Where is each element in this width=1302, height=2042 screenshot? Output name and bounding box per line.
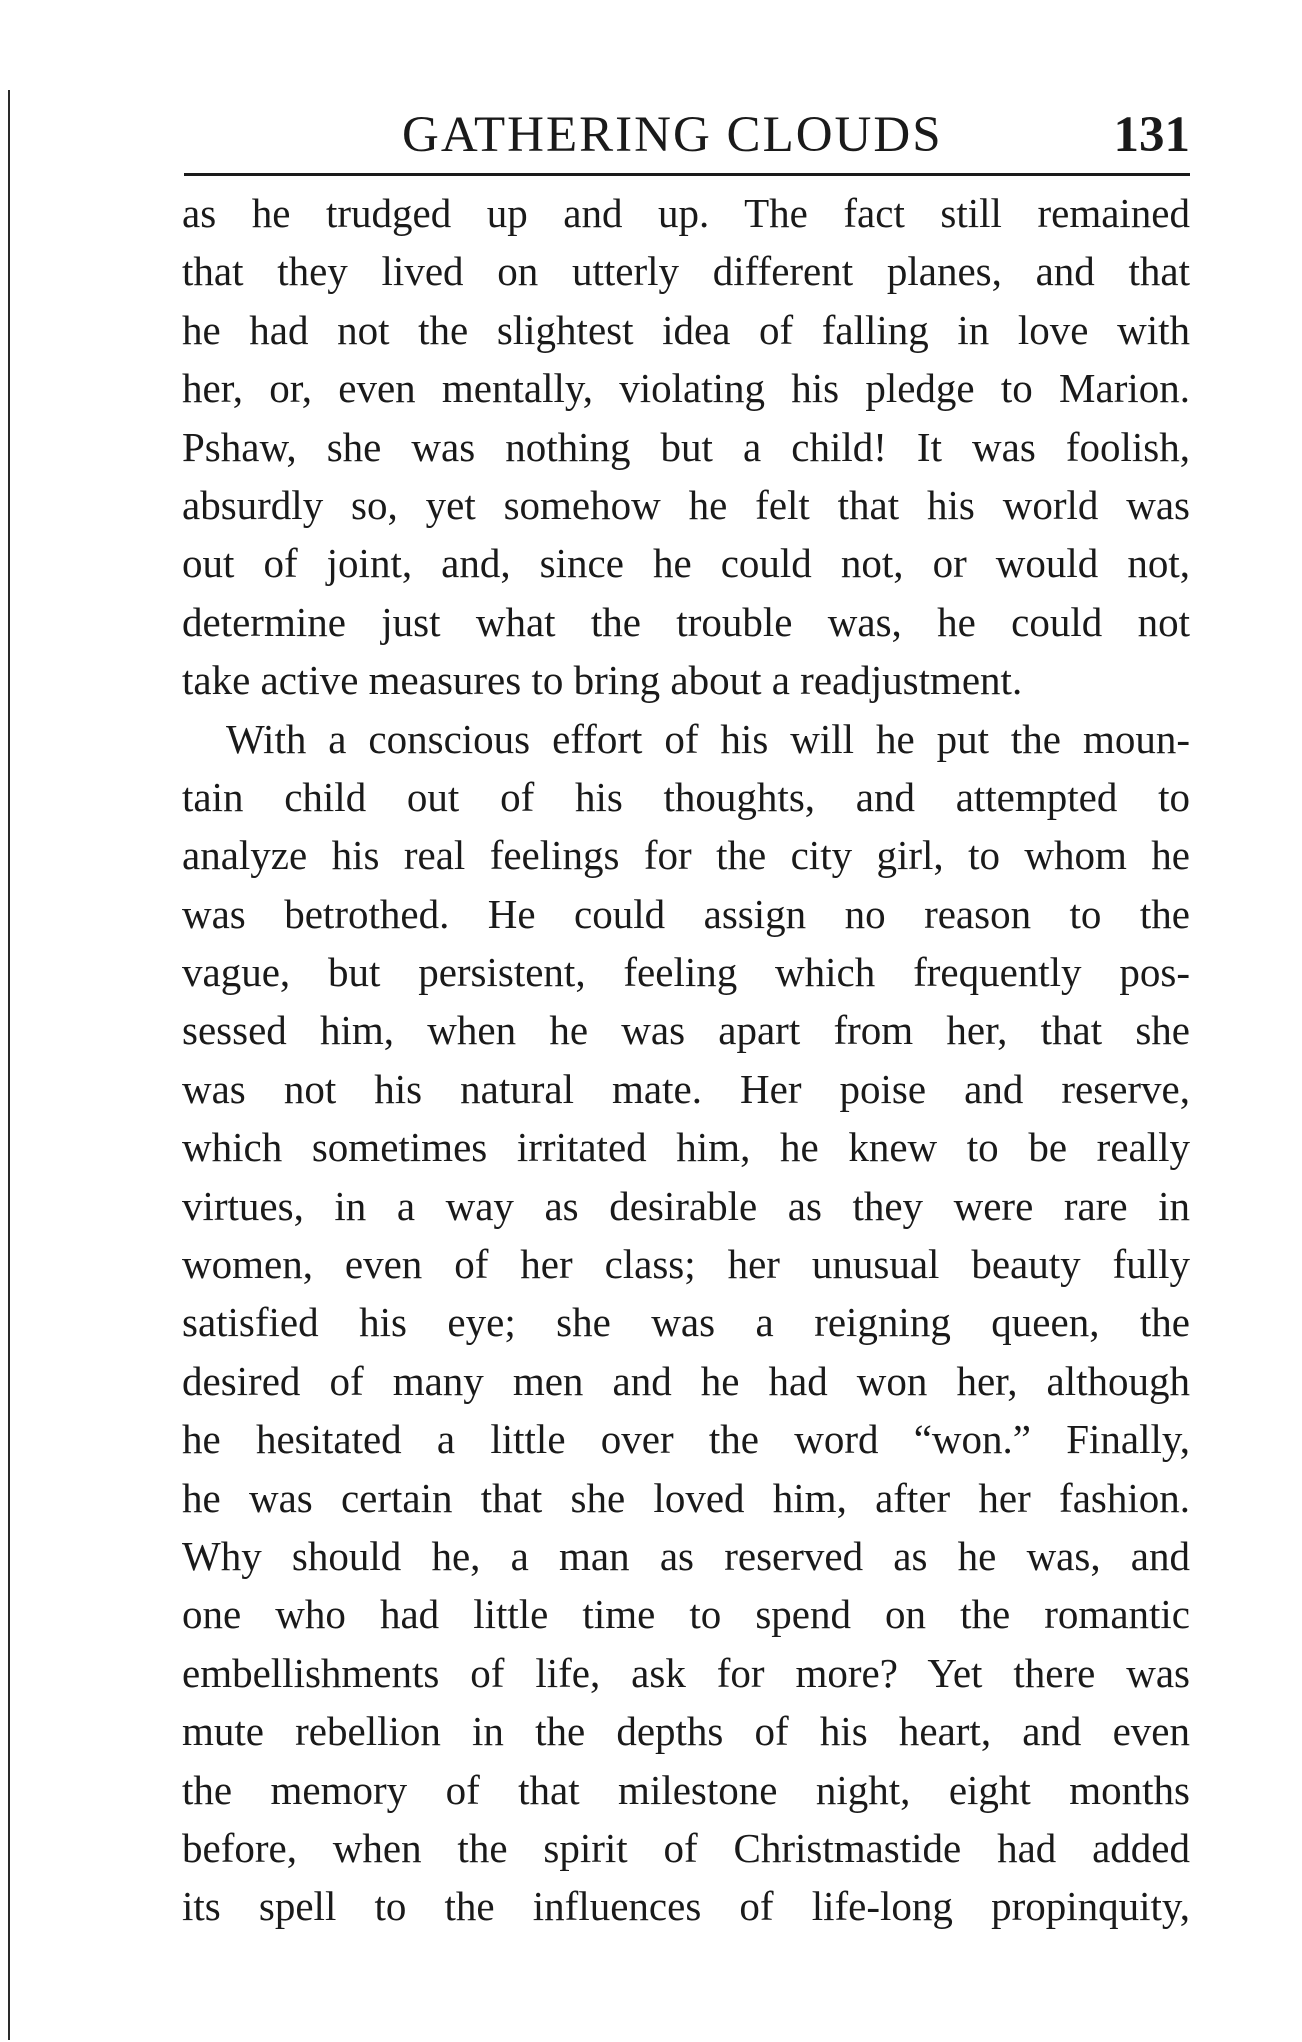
text-line: determine just what the trouble was, he could not (182, 598, 1190, 645)
text-line: was not his natural mate. Her poise and reserve, (182, 1065, 1190, 1112)
text-line: virtues, in a way as desirable as they were rare in (182, 1182, 1190, 1229)
body-text (182, 184, 1190, 1936)
text-line: Why should he, a man as reserved as he was, and (182, 1532, 1190, 1579)
text-line: its spell to the influences of life-long propinquity, (182, 1883, 1190, 1930)
text-line: embellishments of life, ask for more? Yet there was (182, 1649, 1190, 1696)
binding-edge (8, 90, 10, 2040)
text-line: analyze his real feelings for the city girl, to whom he (182, 832, 1190, 879)
page-number: 131 (1113, 107, 1190, 163)
text-line: women, even of her class; her unusual beauty fully (182, 1241, 1190, 1288)
text-line: desired of many men and he had won her, although (182, 1357, 1190, 1404)
text-line: satisfied his eye; she was a reigning queen, the (182, 1299, 1190, 1346)
text-line: vague, but persistent, feeling which frequently pos- (182, 949, 1190, 996)
header-rule (184, 173, 1190, 176)
page-header (182, 100, 1190, 170)
text-line: absurdly so, yet somehow he felt that his world was (182, 481, 1190, 528)
running-head: GATHERING CLOUDS (402, 107, 943, 163)
text-line: her, or, even mentally, violating his pledge to Marion. (182, 365, 1190, 412)
text-line: before, when the spirit of Christmastide had added (182, 1824, 1190, 1871)
text-line: he hesitated a little over the word “won.” Finally, (182, 1416, 1190, 1463)
text-line: Pshaw, she was nothing but a child! It was foolish, (182, 423, 1190, 470)
text-line: which sometimes irritated him, he knew to be really (182, 1124, 1190, 1171)
paragraph-start-line: With a conscious effort of his will he put the moun- (226, 715, 1190, 762)
text-line: that they lived on utterly different planes, and that (182, 248, 1190, 295)
text-line: out of joint, and, since he could not, or would not, (182, 540, 1190, 587)
text-line: one who had little time to spend on the romantic (182, 1591, 1190, 1638)
text-line: was betrothed. He could assign no reason to the (182, 890, 1190, 937)
text-line: take active measures to bring about a readjustment. (182, 657, 1023, 704)
text-line: mute rebellion in the depths of his heart, and even (182, 1708, 1190, 1755)
text-line: he was certain that she loved him, after her fashion. (182, 1474, 1190, 1521)
text-line: he had not the slightest idea of falling in love with (182, 306, 1190, 353)
text-line: the memory of that milestone night, eight months (182, 1766, 1190, 1813)
text-line: sessed him, when he was apart from her, that she (182, 1007, 1190, 1054)
text-line: tain child out of his thoughts, and attempted to (182, 773, 1190, 820)
text-line: as he trudged up and up. The fact still remained (182, 190, 1190, 236)
